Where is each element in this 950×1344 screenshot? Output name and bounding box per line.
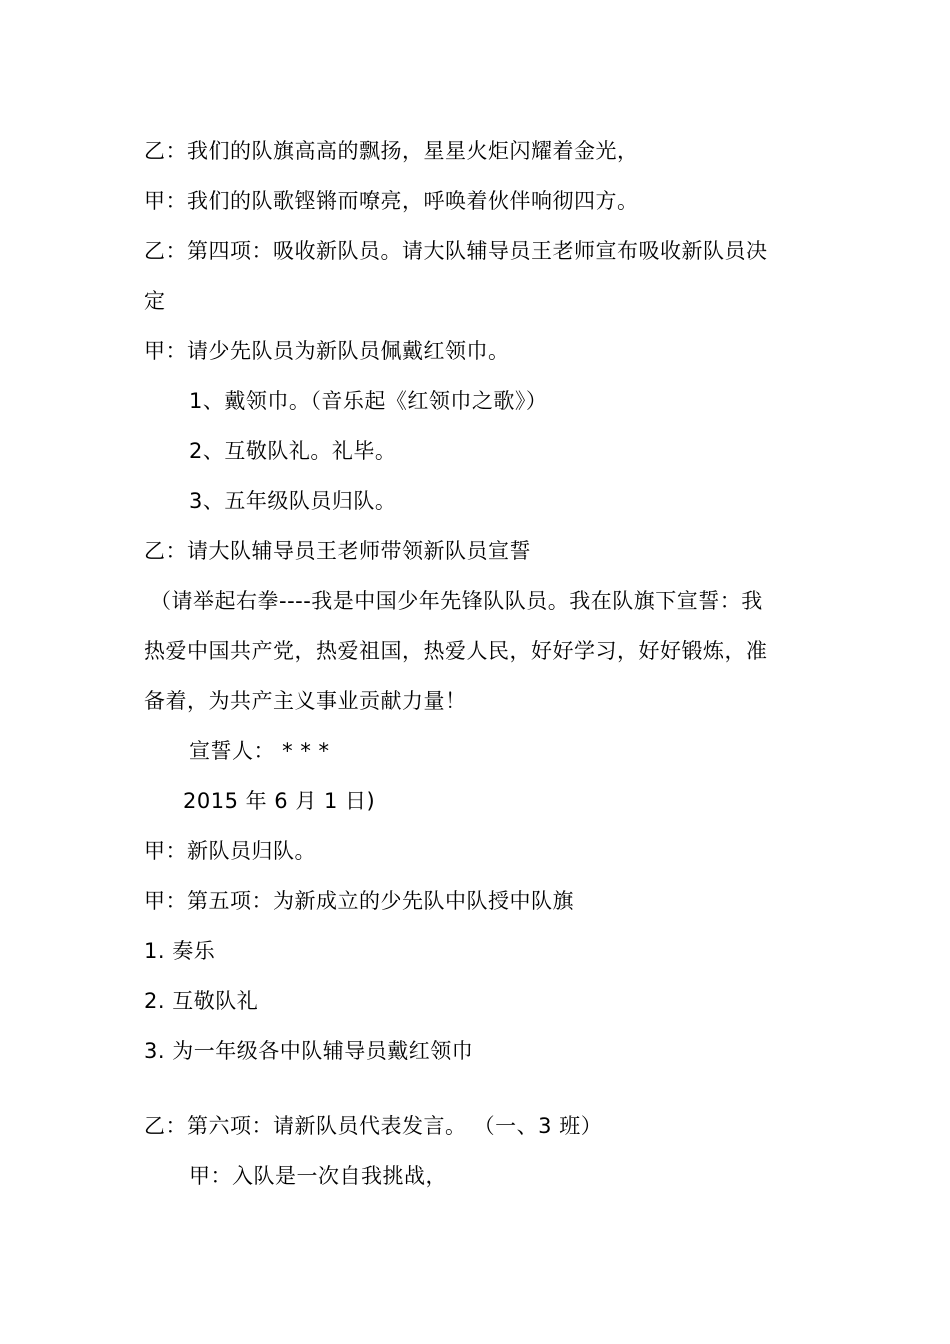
text-line: 乙：我们的队旗高高的飘扬，星星火炬闪耀着金光， [144,139,639,163]
oath-date: 2015 年 6 月 1 日) [183,789,376,813]
text-line: 甲：新队员归队。 [144,839,316,863]
text-line: 甲：入队是一次自我挑战， [189,1164,447,1188]
list-item: 2. 互敬队礼 [144,989,259,1013]
oath-text: 热爱中国共产党，热爱祖国，热爱人民，好好学习，好好锻炼，准 [144,639,768,663]
list-item: 2、互敬队礼。礼毕。 [189,439,397,463]
text-line: 定 [144,289,166,313]
oath-text: （请举起右拳----我是中国少年先锋队队员。我在队旗下宣誓：我 [150,589,763,613]
text-line: 甲：请少先队员为新队员佩戴红领巾。 [144,339,510,363]
text-line: 乙：第六项：请新队员代表发言。 （一、3 班） [144,1114,603,1138]
list-item: 1、戴领巾。（音乐起《红领巾之歌》） [189,389,548,413]
text-line: 乙：请大队辅导员王老师带领新队员宣誓 [144,539,531,563]
oath-text: 备着，为共产主义事业贡献力量！ [144,689,467,713]
oath-signer: 宣誓人： * * * [189,739,330,763]
text-line: 甲：我们的队歌铿锵而嘹亮，呼唤着伙伴响彻四方。 [144,189,639,213]
list-item: 3. 为一年级各中队辅导员戴红领巾 [144,1039,474,1063]
list-item: 3、五年级队员归队。 [189,489,397,513]
text-line: 乙：第四项：吸收新队员。请大队辅导员王老师宣布吸收新队员决 [144,239,768,263]
text-line: 甲：第五项：为新成立的少先队中队授中队旗 [144,889,574,913]
list-item: 1. 奏乐 [144,939,216,963]
